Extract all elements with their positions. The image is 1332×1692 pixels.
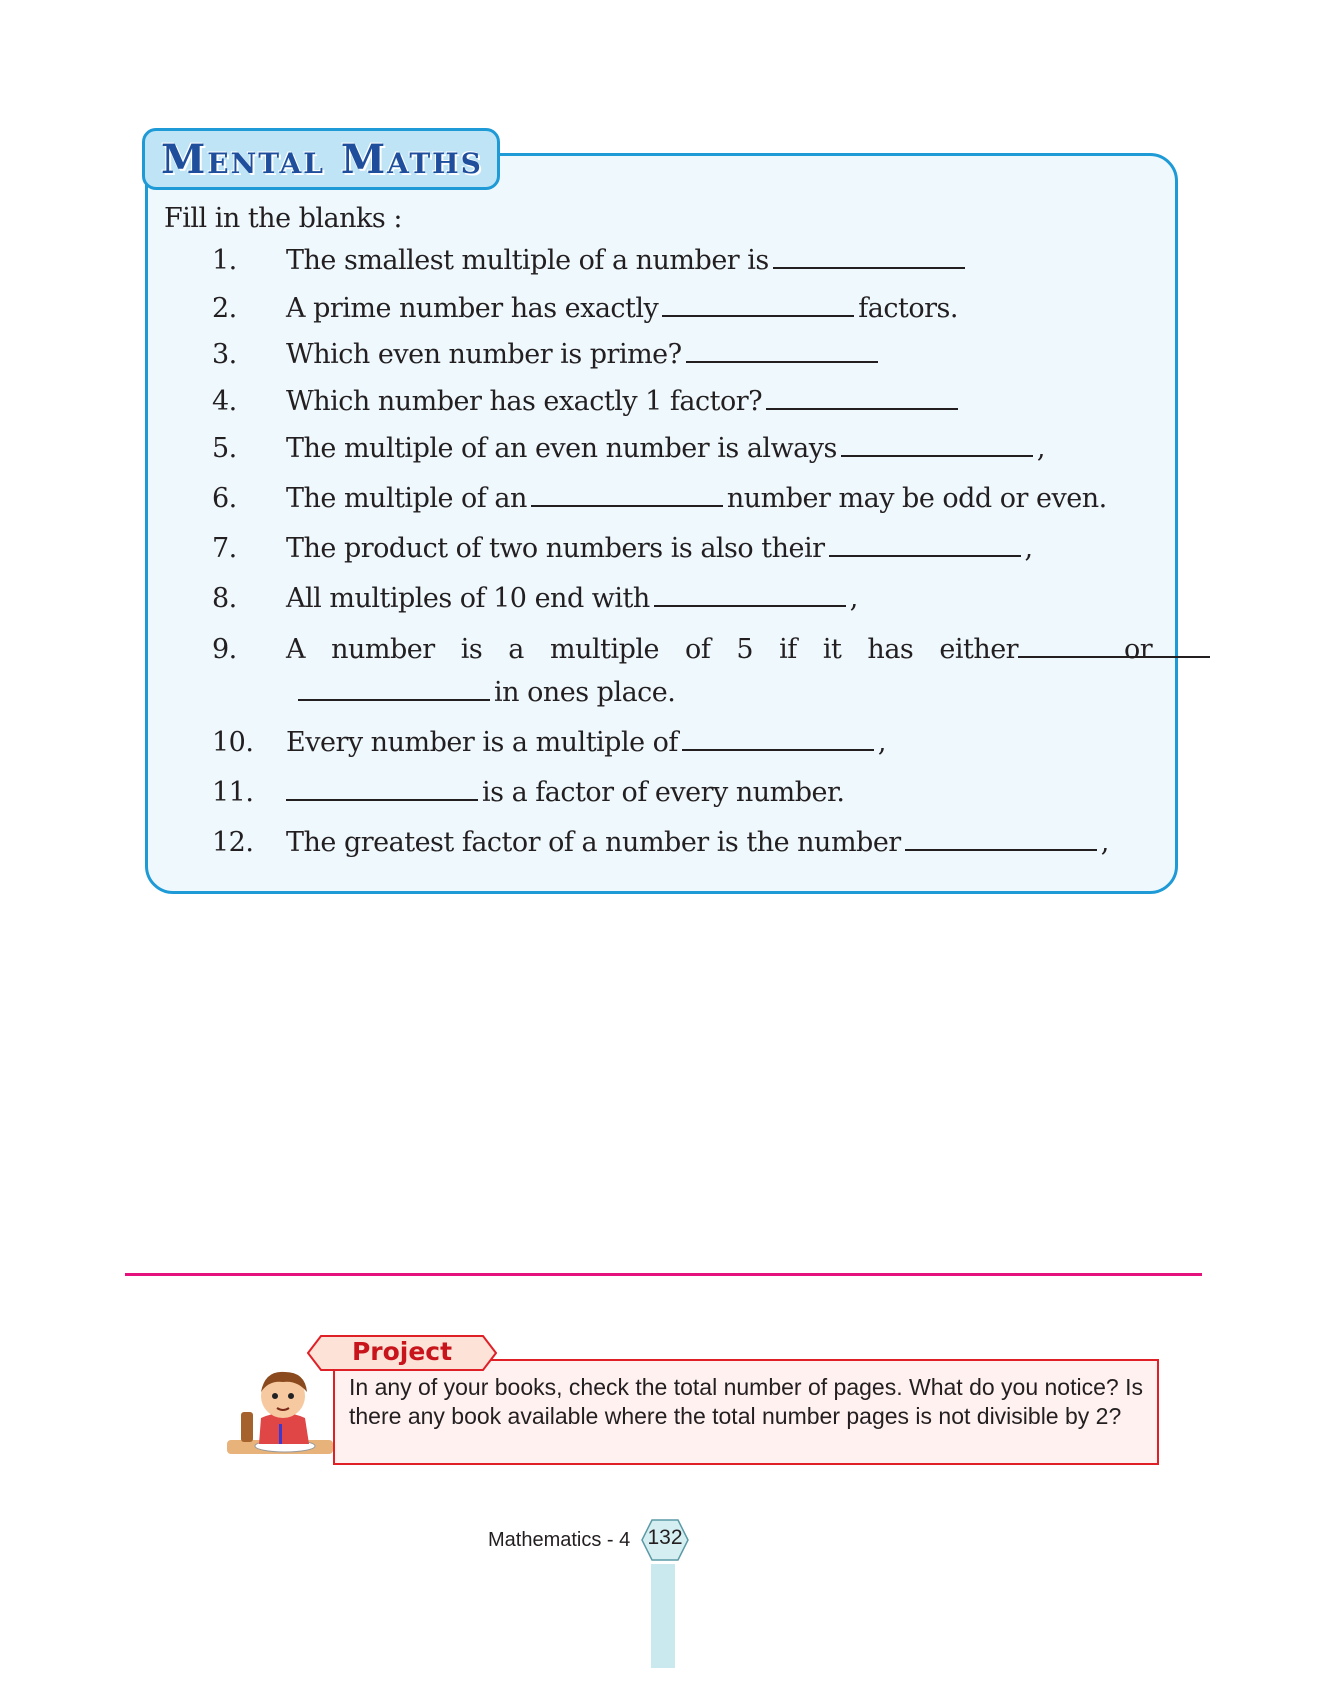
question-text-after: , <box>1024 533 1033 564</box>
project-text: In any of your books, check the total number of pages. What do you notice? Is there any book available where the total number pages is not divisible by 2? <box>349 1374 1143 1429</box>
question-text-after: , <box>1036 433 1045 464</box>
question-number: 7. <box>212 533 237 564</box>
project-box <box>333 1359 1159 1465</box>
question-text: Which number has exactly 1 factor? <box>286 386 763 417</box>
project-tab <box>307 1335 497 1371</box>
question-number: 5. <box>212 433 237 464</box>
question-text-after: is a factor of every number. <box>482 777 845 808</box>
question-text: All multiples of 10 end with <box>286 583 650 614</box>
question-number: 6. <box>212 483 237 514</box>
answer-blank <box>905 827 1097 851</box>
book-title: Mathematics - 4 <box>488 1529 631 1551</box>
question-text-after: number may be odd or even. <box>726 483 1107 514</box>
question-text: A number is a multiple of 5 if it has either <box>286 634 1019 665</box>
question-number: 9. <box>212 634 237 665</box>
boy-writing-illustration <box>223 1360 335 1468</box>
answer-blank <box>829 533 1021 557</box>
answer-blank <box>531 483 723 507</box>
question-text: The multiple of an even number is always <box>286 433 837 464</box>
question-number: 1. <box>212 245 237 276</box>
question-text-after: , <box>1100 827 1109 858</box>
question-number: 8. <box>212 583 237 614</box>
answer-blank <box>841 433 1033 457</box>
answer-blank <box>654 583 846 607</box>
question-number: 2. <box>212 293 237 324</box>
answer-blank <box>662 293 854 317</box>
section-title: Mental Maths <box>161 135 483 183</box>
question-number: 12. <box>212 827 254 858</box>
answer-blank <box>686 339 878 363</box>
page-number: 132 <box>647 1526 683 1549</box>
question-number: 10. <box>212 727 254 758</box>
question-text: The multiple of an <box>286 483 527 514</box>
page-strip <box>651 1564 675 1668</box>
answer-blank <box>682 727 874 751</box>
instruction: Fill in the blanks : <box>164 203 402 234</box>
question-text-after: , <box>877 727 887 758</box>
question-text: Which even number is prime? <box>286 339 682 370</box>
question-text: Every number is a multiple of <box>286 727 678 758</box>
question-number: 11. <box>212 777 254 808</box>
question-text-after: in ones place. <box>494 677 676 708</box>
question-text-after: factors. <box>858 293 958 324</box>
question-text: The smallest multiple of a number is <box>286 245 769 276</box>
answer-blank <box>298 677 490 701</box>
answer-blank <box>1018 634 1210 658</box>
mental-maths-header <box>142 128 500 190</box>
answer-blank <box>286 777 478 801</box>
section-divider <box>125 1273 1202 1276</box>
question-number: 4. <box>212 386 237 417</box>
answer-blank <box>773 245 965 269</box>
question-number: 3. <box>212 339 237 370</box>
question-text-after: , <box>849 583 858 614</box>
question-text: The product of two numbers is also their <box>286 533 825 564</box>
project-label: Project <box>351 1337 453 1366</box>
question-text: A prime number has exactly <box>286 293 659 324</box>
question-text-after: or <box>1124 634 1153 665</box>
answer-blank <box>766 386 958 410</box>
question-text: The greatest factor of a number is the number <box>286 827 901 858</box>
